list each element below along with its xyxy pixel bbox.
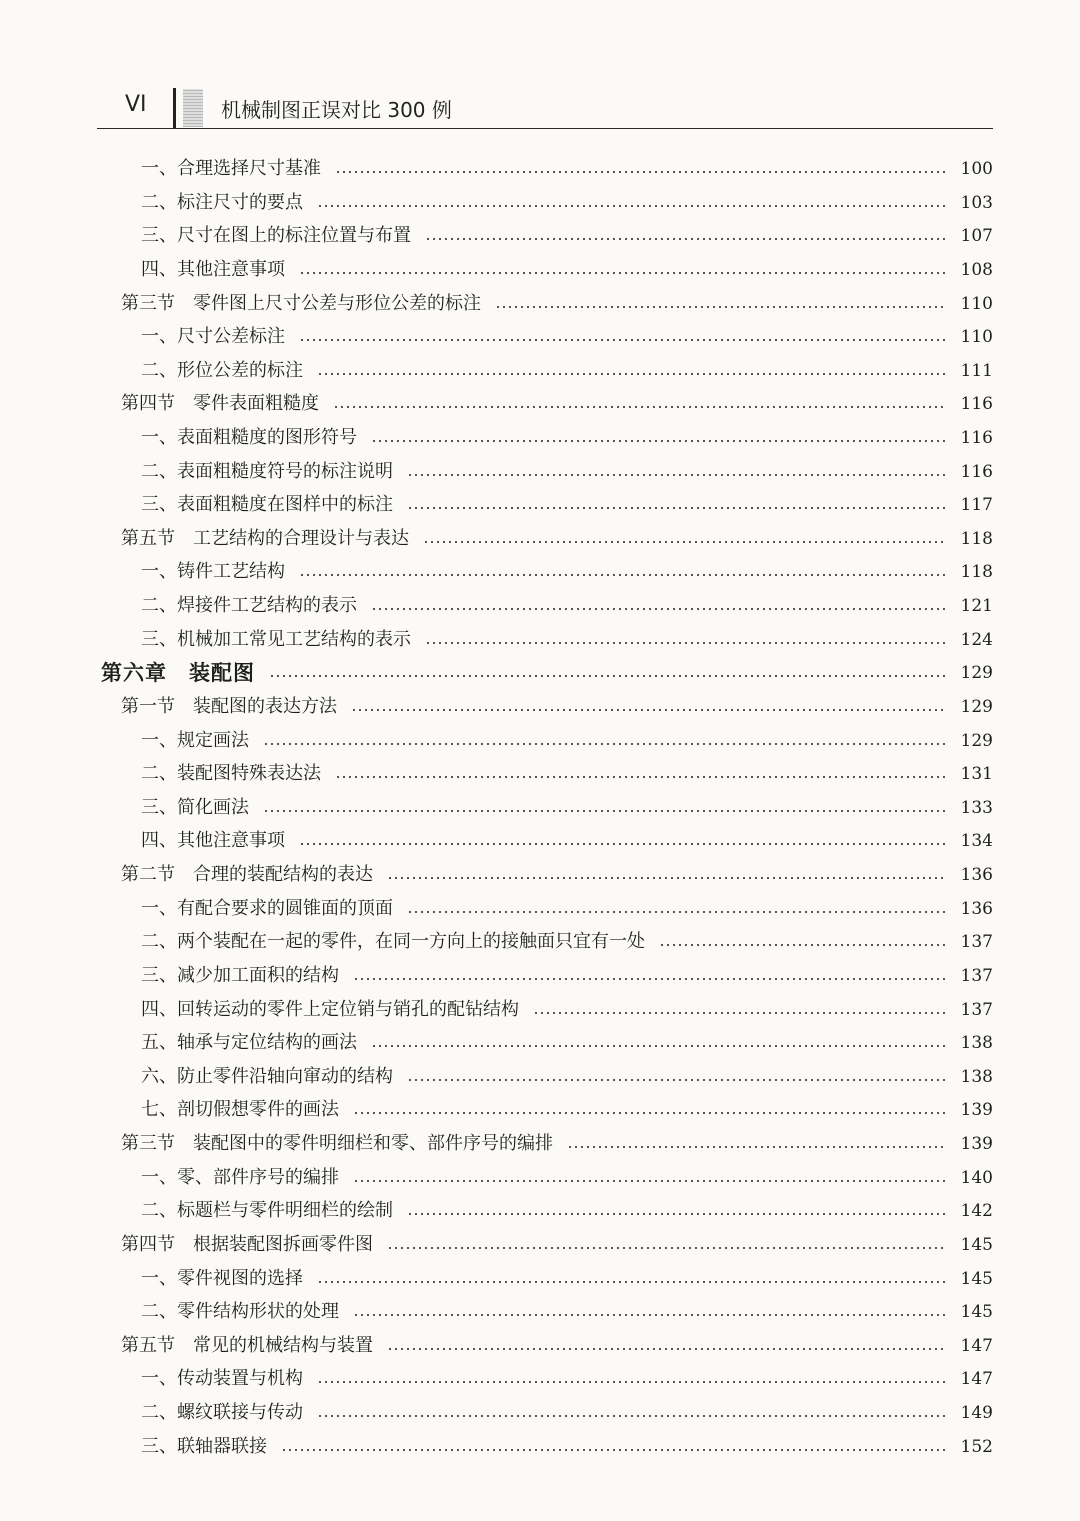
toc-entry-item[interactable] xyxy=(141,455,993,489)
toc-entry-section[interactable] xyxy=(121,1127,993,1161)
dot-leader xyxy=(407,1079,947,1081)
toc-entry-page-number: 137 xyxy=(960,999,993,1020)
toc-entry-title: 第二节 合理的装配结构的表达 xyxy=(121,864,373,885)
toc-entry-page-number: 103 xyxy=(960,192,993,213)
header-gray-block xyxy=(183,89,203,127)
toc-entry-page-number: 129 xyxy=(960,663,993,684)
toc-entry-page-number: 116 xyxy=(960,394,993,415)
dot-leader xyxy=(335,776,947,778)
toc-entry-title: 第四节 零件表面粗糙度 xyxy=(121,393,319,415)
toc-entry-page-number: 147 xyxy=(960,1369,993,1390)
dot-leader xyxy=(659,944,947,946)
toc-entry-page-number: 133 xyxy=(960,797,993,818)
dot-leader xyxy=(371,1045,947,1047)
toc-entry-page-number: 117 xyxy=(960,495,993,516)
toc-entry-page-number: 111 xyxy=(960,360,993,381)
toc-entry-title: 五、轴承与定位结构的画法 xyxy=(141,1032,357,1054)
toc-entry-page-number: 110 xyxy=(960,293,993,314)
toc-entry-section[interactable] xyxy=(121,387,993,421)
dot-leader xyxy=(299,272,947,274)
toc-entry-item[interactable] xyxy=(141,1093,993,1127)
header-divider-bar xyxy=(173,88,176,128)
toc-entry-title: 三、表面粗糙度在图样中的标注 xyxy=(141,494,393,516)
toc-entry-page-number: 145 xyxy=(960,1234,993,1255)
toc-entry-title: 二、形位公差的标注 xyxy=(141,359,303,381)
dot-leader xyxy=(299,574,947,576)
toc-entry-title: 二、标题栏与零件明细栏的绘制 xyxy=(141,1200,393,1222)
running-header xyxy=(97,88,993,129)
toc-entry-page-number: 134 xyxy=(960,831,993,852)
toc-entry-title: 一、表面粗糙度的图形符号 xyxy=(141,427,357,448)
dot-leader xyxy=(533,1012,947,1014)
toc-entry-item[interactable] xyxy=(141,892,993,926)
toc-entry-item[interactable] xyxy=(141,757,993,791)
toc-entry-title: 三、联轴器联接 xyxy=(141,1435,267,1457)
toc-entry-page-number: 136 xyxy=(960,865,993,885)
toc-entry-page-number: 140 xyxy=(960,1167,993,1188)
toc-entry-item[interactable] xyxy=(141,555,993,589)
toc-entry-item[interactable] xyxy=(141,488,993,522)
toc-entry-item[interactable] xyxy=(141,623,993,657)
dot-leader xyxy=(317,205,947,207)
toc-entry-item[interactable] xyxy=(141,1060,993,1094)
toc-entry-item[interactable] xyxy=(141,724,993,758)
toc-entry-section[interactable] xyxy=(121,1329,993,1363)
dot-leader xyxy=(299,843,947,845)
dot-leader xyxy=(387,877,947,879)
toc-entry-title: 二、装配图特殊表达法 xyxy=(141,763,321,785)
toc-entry-page-number: 129 xyxy=(960,696,993,717)
toc-entry-page-number: 137 xyxy=(960,932,993,953)
toc-entry-item[interactable] xyxy=(141,219,993,253)
toc-entry-title: 三、简化画法 xyxy=(141,796,249,818)
toc-entry-page-number: 118 xyxy=(960,562,993,583)
toc-entry-item[interactable] xyxy=(141,186,993,220)
toc-entry-title: 一、铸件工艺结构 xyxy=(141,561,285,583)
toc-entry-title: 第六章 装配图 xyxy=(101,660,255,686)
dot-leader xyxy=(263,810,947,812)
dot-leader xyxy=(317,1415,947,1417)
toc-entry-title: 四、回转运动的零件上定位销与销孔的配钻结构 xyxy=(141,998,519,1020)
toc-entry-item[interactable] xyxy=(141,993,993,1027)
dot-leader xyxy=(317,1281,947,1283)
toc-entry-page-number: 145 xyxy=(960,1268,993,1289)
toc-entry-page-number: 136 xyxy=(960,898,993,919)
toc-entry-page-number: 149 xyxy=(960,1402,993,1423)
toc-entry-page-number: 116 xyxy=(960,461,993,482)
toc-entry-section[interactable] xyxy=(121,690,993,724)
toc-entry-page-number: 138 xyxy=(960,1066,993,1087)
toc-entry-page-number: 137 xyxy=(960,965,993,986)
toc-entry-page-number: 145 xyxy=(960,1302,993,1323)
toc-entry-item[interactable] xyxy=(141,1362,993,1396)
dot-leader xyxy=(407,1213,947,1215)
toc-entry-item[interactable] xyxy=(141,1161,993,1195)
dot-leader xyxy=(353,978,947,980)
dot-leader xyxy=(353,1112,947,1114)
toc-entry-page-number: 100 xyxy=(960,159,993,179)
toc-entry-page-number: 121 xyxy=(960,596,993,617)
toc-entry-title: 二、焊接件工艺结构的表示 xyxy=(141,595,357,617)
dot-leader xyxy=(423,541,947,543)
toc-entry-item[interactable] xyxy=(141,253,993,287)
toc-entry-item[interactable] xyxy=(141,1396,993,1430)
toc-entry-page-number: 107 xyxy=(960,226,993,247)
toc-entry-title: 一、零件视图的选择 xyxy=(141,1267,303,1289)
toc-entry-item[interactable] xyxy=(141,1262,993,1296)
toc-entry-title: 一、尺寸公差标注 xyxy=(141,326,285,348)
dot-leader xyxy=(335,171,947,173)
toc-entry-item[interactable] xyxy=(141,925,993,959)
dot-leader xyxy=(333,406,947,408)
toc-entry-title: 二、两个装配在一起的零件，在同一方向上的接触面只宜有一处 xyxy=(141,931,645,953)
dot-leader xyxy=(317,373,947,375)
dot-leader xyxy=(317,1381,947,1383)
toc-entry-section[interactable] xyxy=(121,287,993,321)
dot-leader xyxy=(299,339,947,341)
toc-entry-page-number: 138 xyxy=(960,1033,993,1054)
toc-entry-title: 第四节 根据装配图拆画零件图 xyxy=(121,1233,373,1255)
toc-entry-title: 四、其他注意事项 xyxy=(141,258,285,280)
toc-entry-title: 第一节 装配图的表达方法 xyxy=(121,695,337,717)
toc-entry-title: 三、减少加工面积的结构 xyxy=(141,964,339,986)
toc-entry-item[interactable] xyxy=(141,589,993,623)
dot-leader xyxy=(269,675,947,677)
toc-entry-page-number: 129 xyxy=(960,730,993,751)
toc-entry-title: 二、标注尺寸的要点 xyxy=(141,191,303,213)
toc-entry-title: 第五节 常见的机械结构与装置 xyxy=(121,1334,373,1356)
toc-entry-section[interactable] xyxy=(121,522,993,556)
dot-leader xyxy=(387,1348,947,1350)
page-number: VI xyxy=(125,92,147,117)
toc-entry-item[interactable] xyxy=(141,1026,993,1060)
toc-entry-item[interactable] xyxy=(141,421,993,455)
toc-entry-item[interactable] xyxy=(141,1430,993,1464)
dot-leader xyxy=(407,474,947,476)
toc-entry-section[interactable] xyxy=(121,858,993,892)
toc-entry-item[interactable] xyxy=(141,1295,993,1329)
toc-entry-title: 三、尺寸在图上的标注位置与布置 xyxy=(141,225,411,247)
toc-entry-title: 六、防止零件沿轴向窜动的结构 xyxy=(141,1065,393,1087)
toc-entry-title: 二、螺纹联接与传动 xyxy=(141,1401,303,1423)
toc-entry-title: 一、规定画法 xyxy=(141,729,249,751)
toc-entry-page-number: 139 xyxy=(960,1134,993,1154)
toc-entry-title: 二、零件结构形状的处理 xyxy=(141,1301,339,1323)
toc-entry-page-number: 131 xyxy=(960,764,993,785)
toc-entry-page-number: 142 xyxy=(960,1201,993,1222)
toc-entry-item[interactable] xyxy=(141,1194,993,1228)
toc-entry-title: 一、合理选择尺寸基准 xyxy=(141,158,321,179)
toc-entry-page-number: 118 xyxy=(960,528,993,549)
dot-leader xyxy=(387,1247,947,1249)
toc-entry-item[interactable] xyxy=(141,152,993,186)
toc-entry-title: 二、表面粗糙度符号的标注说明 xyxy=(141,460,393,482)
toc-entry-page-number: 124 xyxy=(960,629,993,650)
toc-entry-title: 四、其他注意事项 xyxy=(141,830,285,852)
dot-leader xyxy=(425,642,947,644)
toc-entry-title: 一、有配合要求的圆锥面的顶面 xyxy=(141,897,393,919)
dot-leader xyxy=(353,1314,947,1316)
dot-leader xyxy=(263,743,947,745)
toc-entry-item[interactable] xyxy=(141,791,993,825)
toc-entry-title: 第三节 装配图中的零件明细栏和零、部件序号的编排 xyxy=(121,1133,553,1154)
dot-leader xyxy=(371,608,947,610)
dot-leader xyxy=(567,1146,947,1148)
dot-leader xyxy=(353,1180,947,1182)
toc-entry-chapter[interactable] xyxy=(101,656,993,690)
dot-leader xyxy=(495,306,947,308)
toc-entry-section[interactable] xyxy=(121,1228,993,1262)
dot-leader xyxy=(371,440,947,442)
dot-leader xyxy=(425,238,947,240)
toc-entry-page-number: 116 xyxy=(960,428,993,448)
toc-entry-title: 第五节 工艺结构的合理设计与表达 xyxy=(121,527,409,549)
book-title: 机械制图正误对比 300 例 xyxy=(221,98,452,122)
toc-entry-page-number: 147 xyxy=(960,1335,993,1356)
toc-entry-item[interactable] xyxy=(141,320,993,354)
dot-leader xyxy=(281,1449,947,1451)
dot-leader xyxy=(407,911,947,913)
toc-entry-item[interactable] xyxy=(141,824,993,858)
toc-entry-page-number: 110 xyxy=(960,327,993,348)
dot-leader xyxy=(407,507,947,509)
dot-leader xyxy=(351,709,947,711)
toc-entry-title: 一、零、部件序号的编排 xyxy=(141,1166,339,1188)
toc-entry-page-number: 139 xyxy=(960,1100,993,1121)
toc-entry-title: 一、传动装置与机构 xyxy=(141,1368,303,1390)
toc-entry-title: 第三节 零件图上尺寸公差与形位公差的标注 xyxy=(121,292,481,314)
toc-entry-title: 七、剖切假想零件的画法 xyxy=(141,1099,339,1121)
toc-entry-page-number: 152 xyxy=(960,1436,993,1457)
toc-entry-item[interactable] xyxy=(141,354,993,388)
toc-entry-page-number: 108 xyxy=(960,259,993,280)
toc-entry-title: 三、机械加工常见工艺结构的表示 xyxy=(141,628,411,650)
toc-entry-item[interactable] xyxy=(141,959,993,993)
